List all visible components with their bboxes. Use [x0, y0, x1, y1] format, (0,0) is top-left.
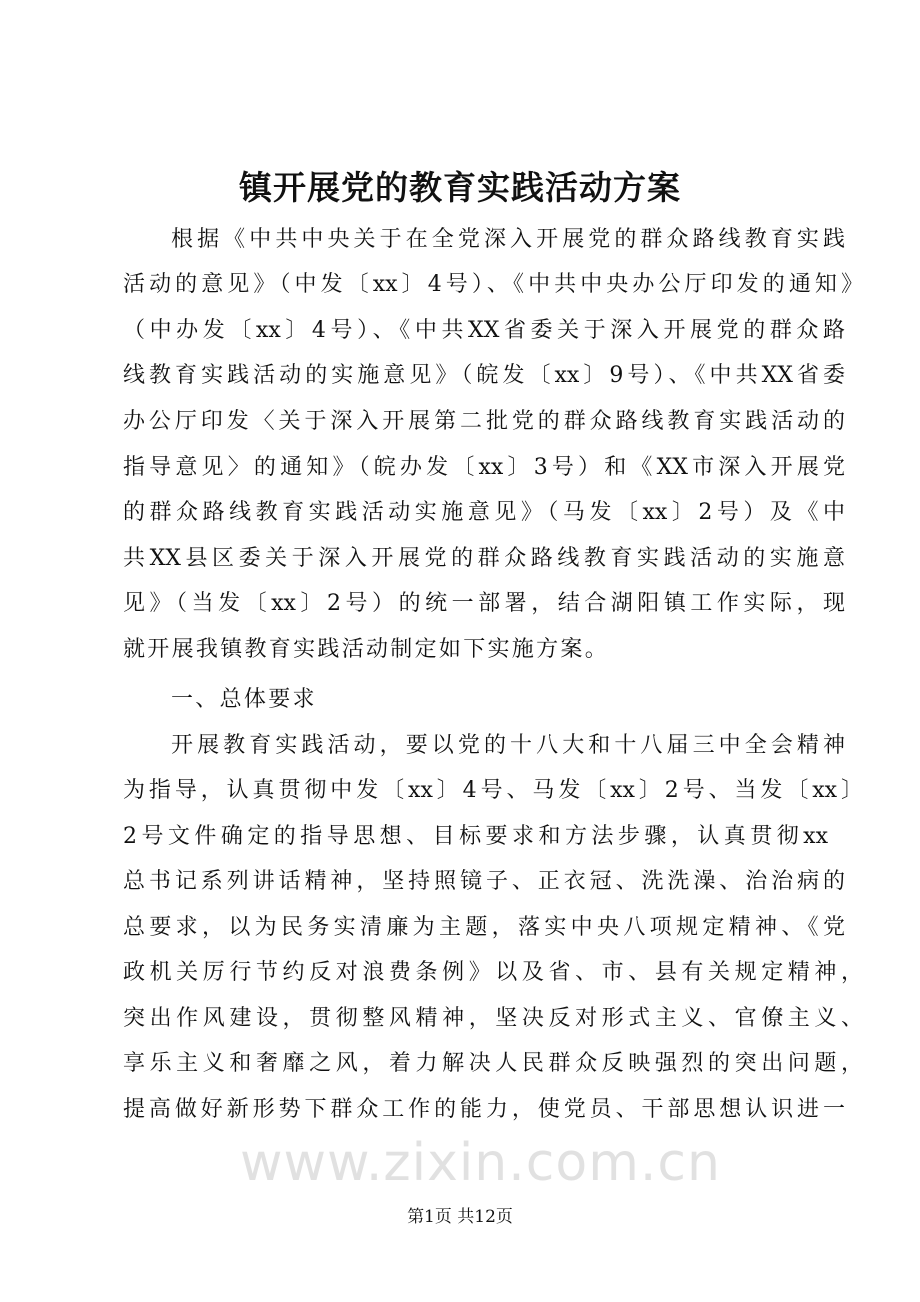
- paragraph-line: 提高做好新形势下群众工作的能力，使党员、干部思想认识进一: [123, 1097, 845, 1122]
- paragraph-line: 见》（当发〔xx〕2号）的统一部署，结合湖阳镇工作实际，现: [123, 591, 845, 616]
- paragraph-line: 办公厅印发〈关于深入开展第二批党的群众路线教育实践活动的: [123, 409, 845, 434]
- page-footer: 第1页 共12页: [407, 1207, 513, 1227]
- paragraph-line: 开展教育实践活动，要以党的十八大和十八届三中全会精神: [171, 733, 845, 758]
- paragraph-line: 就开展我镇教育实践活动制定如下实施方案。: [123, 637, 610, 662]
- paragraph-line: 总书记系列讲话精神，坚持照镜子、正衣冠、洗洗澡、治治病的: [123, 869, 845, 894]
- paragraph-line: 2号文件确定的指导思想、目标要求和方法步骤，认真贯彻xx: [123, 824, 828, 849]
- paragraph-line: 指导意见〉的通知》（皖办发〔xx〕3号）和《XX市深入开展党: [123, 455, 845, 480]
- paragraph-line: （中办发〔xx〕4号）、《中共XX省委关于深入开展党的群众路: [123, 318, 845, 343]
- paragraph-line: 共XX县区委关于深入开展党的群众路线教育实践活动的实施意: [123, 546, 845, 571]
- paragraph-line: 享乐主义和奢靡之风，着力解决人民群众反映强烈的突出问题，: [123, 1051, 863, 1076]
- paragraph-line: 活动的意见》（中发〔xx〕4号）、《中共中央办公厅印发的通知》: [123, 272, 863, 297]
- paragraph-line: 政机关厉行节约反对浪费条例》以及省、市、县有关规定精神，: [123, 960, 863, 985]
- paragraph-line: 为指导，认真贯彻中发〔xx〕4号、马发〔xx〕2号、当发〔xx〕: [123, 778, 863, 803]
- paragraph-line: 突出作风建设，贯彻整风精神，坚决反对形式主义、官僚主义、: [123, 1006, 863, 1031]
- paragraph-line: 线教育实践活动的实施意见》（皖发〔xx〕9号）、《中共XX省委: [123, 363, 845, 388]
- paragraph-line: 的群众路线教育实践活动实施意见》（马发〔xx〕2号）及《中: [123, 500, 845, 525]
- paragraph-line: 根据《中共中央关于在全党深入开展党的群众路线教育实践: [171, 227, 845, 252]
- section-heading: 一、总体要求: [171, 687, 317, 712]
- document-title: 镇开展党的教育实践活动方案: [239, 168, 681, 207]
- watermark: www.zixin.com.cn: [240, 1133, 721, 1193]
- paragraph-line: 总要求，以为民务实清廉为主题，落实中央八项规定精神、《党: [123, 915, 845, 940]
